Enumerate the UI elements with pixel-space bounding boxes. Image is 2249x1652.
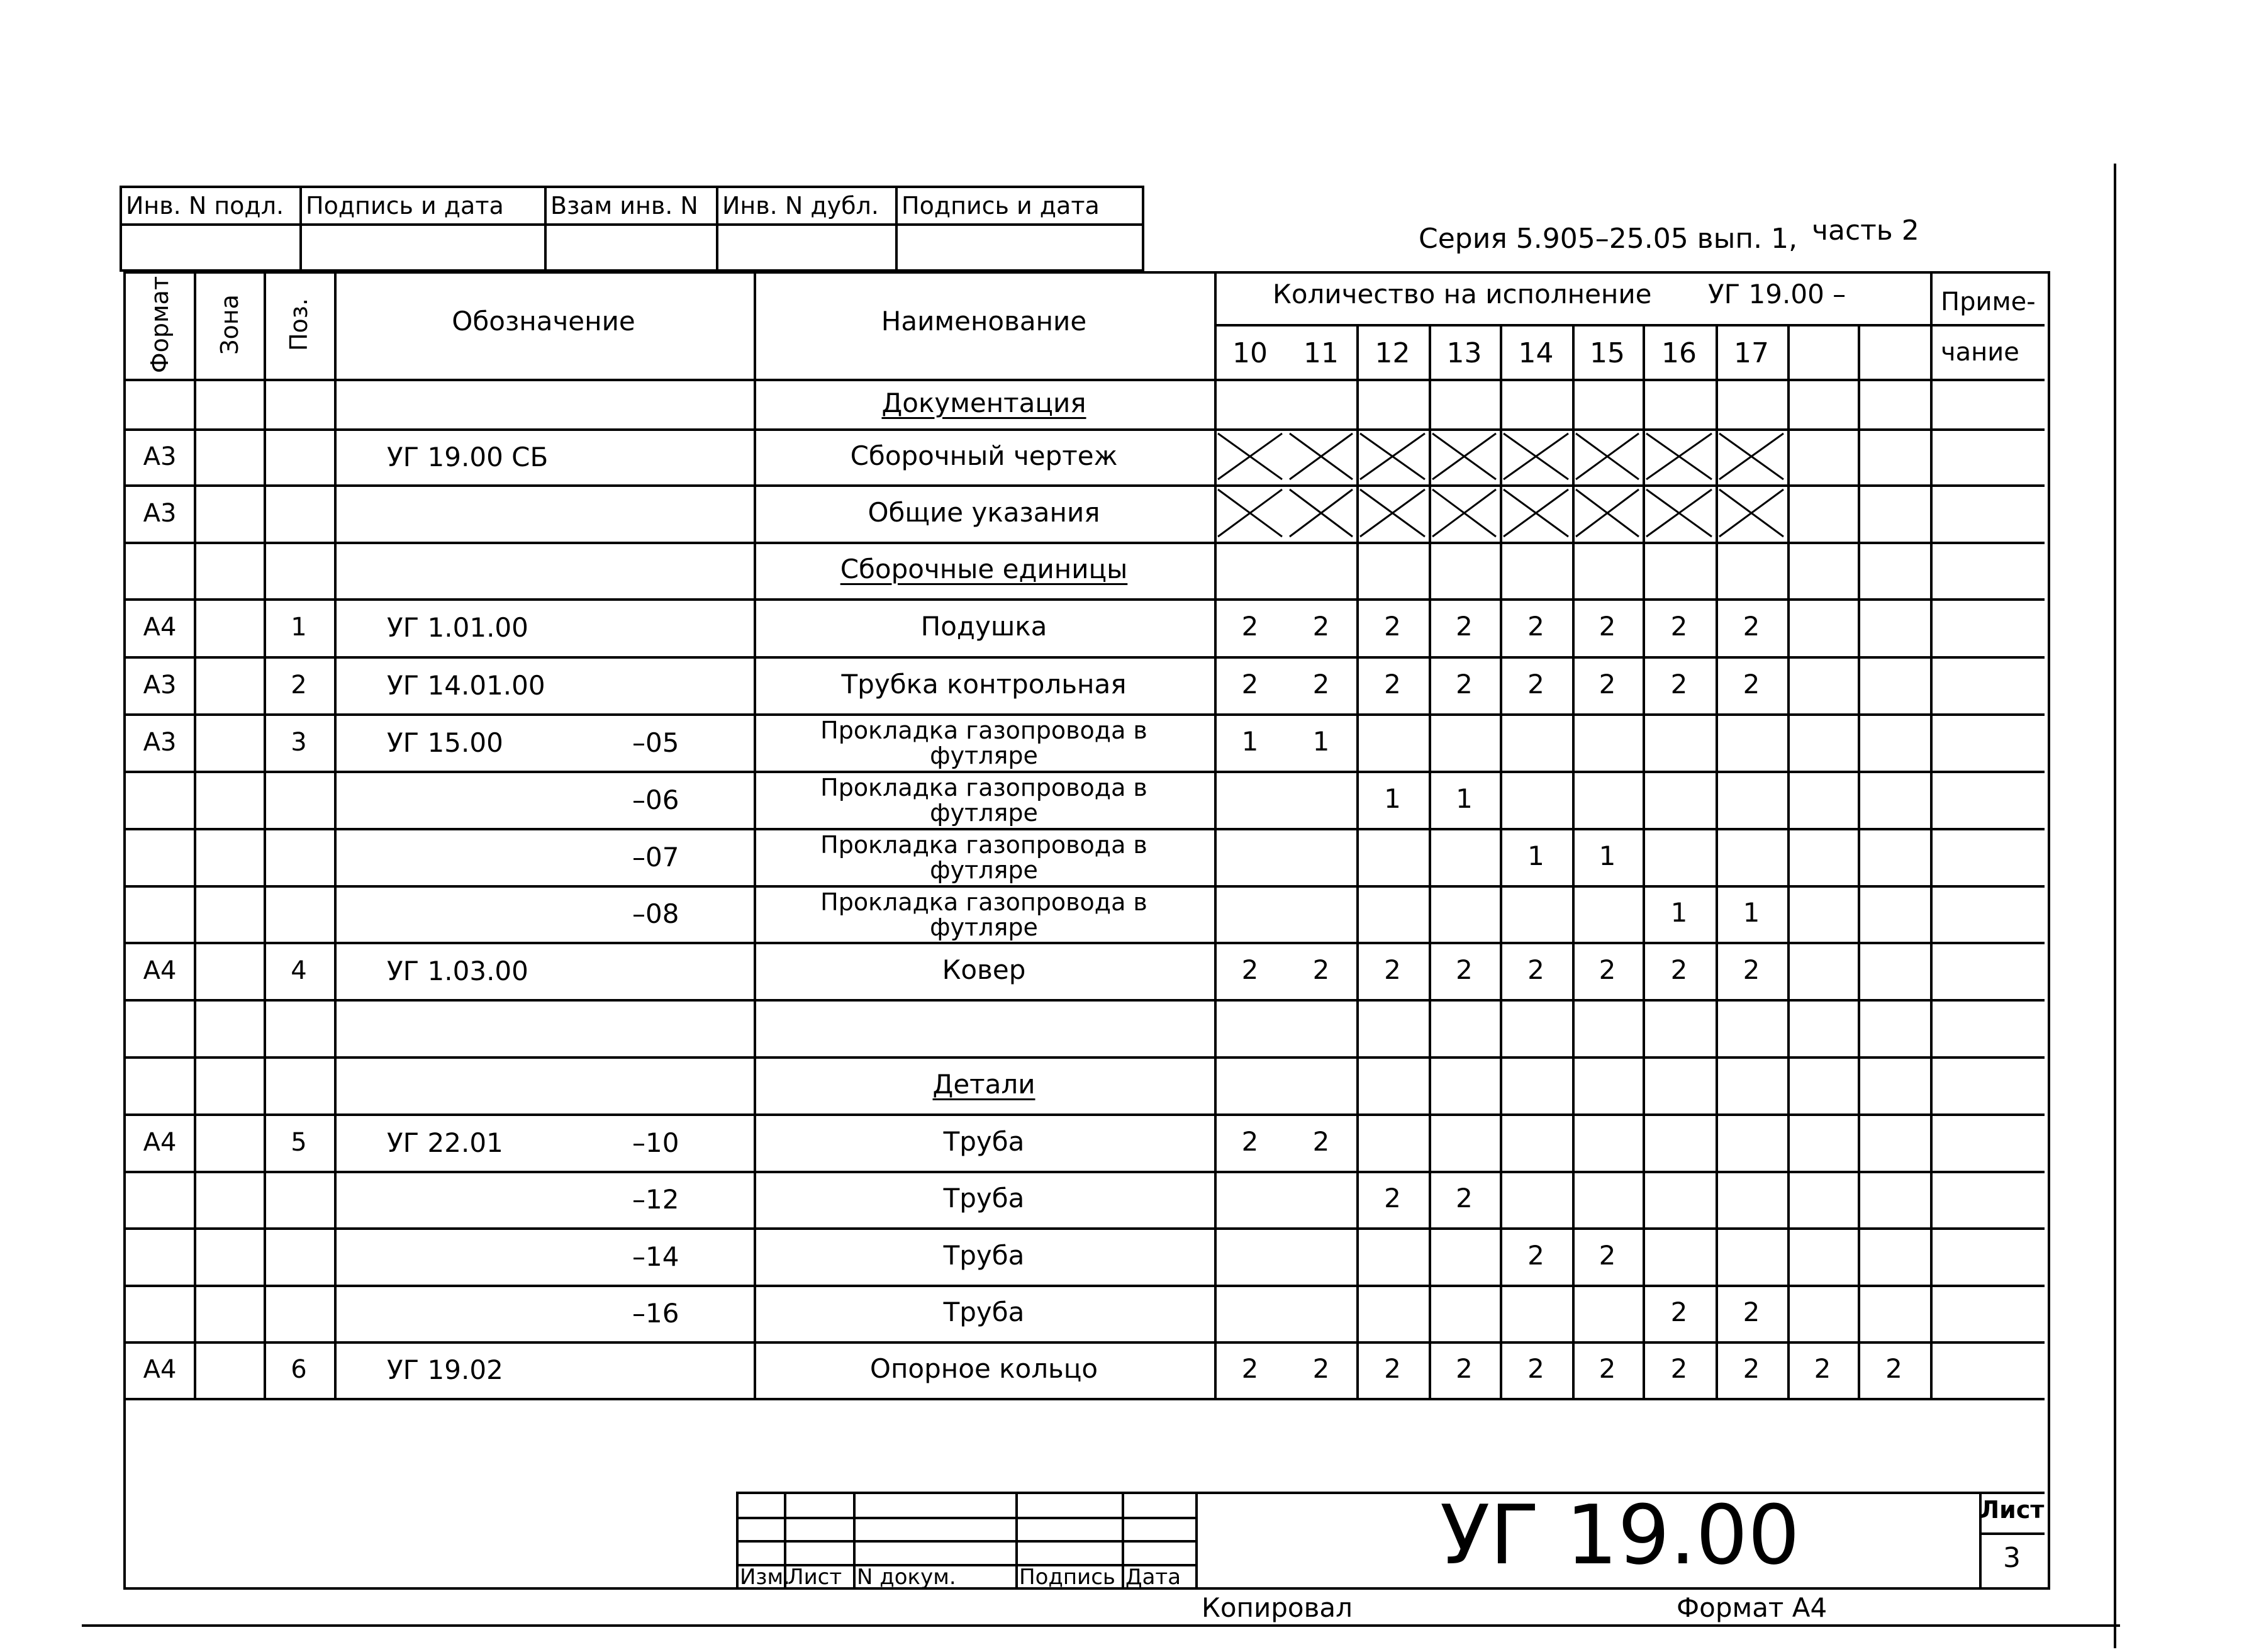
row-name: Сборочный чертеж [850,440,1118,471]
stamp-divider [120,223,1144,226]
quantity-value: 2 [1527,954,1544,985]
table-row-rule [126,1113,2045,1116]
quantity-value: 2 [1743,1353,1760,1384]
table-row-rule [126,1285,2045,1287]
quantity-value: 2 [1312,954,1330,985]
qty-column-number: 11 [1303,337,1339,369]
quantity-value: 2 [1456,1183,1473,1214]
note-header-divider [1930,324,2045,326]
stamp-divider [299,186,302,272]
row-format: А3 [143,442,177,471]
table-row-rule [126,885,2045,888]
title-block-rule [736,1517,1195,1519]
row-name: футляре [930,913,1038,941]
sheet-label: Лист [1979,1496,2045,1524]
table-column-rule [334,271,337,1398]
trim-line [82,1624,2120,1627]
stamp-header: Подпись и дата [901,192,1100,220]
quantity-value: 2 [1312,611,1330,642]
row-name: Трубка контрольная [841,668,1127,700]
quantity-value: 2 [1456,611,1473,642]
not-applicable-cross [1500,484,1572,542]
quantity-value: 2 [1312,668,1330,700]
qty-column-number: 12 [1375,337,1410,369]
row-variant: –16 [632,1298,679,1329]
trim-line [2114,164,2116,1648]
row-designation: УГ 19.02 [387,1354,503,1385]
column-header-format: Формат [146,276,174,374]
quantity-value: 1 [1456,783,1473,814]
title-block-rule [736,1540,1195,1543]
quantity-value: 1 [1312,725,1330,757]
quantity-value: 2 [1527,1239,1544,1271]
row-variant: –08 [632,898,679,929]
not-applicable-cross [1356,428,1429,484]
table-column-rule [194,271,196,1398]
row-position: 4 [291,956,307,985]
quantity-value: 2 [1312,1353,1330,1384]
quantity-value: 2 [1670,611,1688,642]
not-applicable-cross [1356,484,1429,542]
row-name: Труба [943,1239,1025,1271]
not-applicable-cross [1500,428,1572,484]
stamp-header: Инв. N дубл. [722,192,879,220]
quantity-value: 2 [1312,1125,1330,1157]
title-block-label: Подпись [1019,1565,1115,1590]
row-name: Прокладка газопровода в [820,774,1147,801]
row-variant: –07 [632,841,679,873]
table-row-rule [126,1056,2045,1059]
quantity-value: 2 [1456,1353,1473,1384]
row-format: А4 [143,1355,177,1384]
qty-column-number: 13 [1446,337,1482,369]
table-row-rule [126,656,2045,659]
quantity-value: 2 [1456,668,1473,700]
quantity-value: 2 [1743,1297,1760,1327]
quantity-value: 2 [1743,668,1760,700]
quantity-value: 2 [1241,954,1259,985]
qty-column-rule [1787,324,1790,1398]
table-row-rule [126,771,2045,773]
not-applicable-cross [1643,428,1716,484]
title-block-label: Дата [1125,1565,1181,1590]
column-header-zone: Зона [216,294,243,355]
row-variant: –05 [632,727,679,758]
header-bottom-rule [126,379,2045,381]
row-name: футляре [930,742,1038,769]
section-heading: Детали [932,1068,1035,1100]
quantity-value: 2 [1599,1239,1616,1271]
column-header-note: чание [1941,338,2019,367]
row-name: Прокладка газопровода в [820,717,1147,744]
row-position: 6 [291,1355,307,1384]
quantity-value: 1 [1527,840,1544,871]
quantity-value: 2 [1599,611,1616,642]
stamp-header: Взам инв. N [550,192,698,220]
stamp-divider [544,186,547,272]
table-row-rule [126,1227,2045,1230]
stamp-divider [716,186,718,272]
row-name: Подушка [920,611,1047,642]
row-position: 1 [291,613,307,642]
row-format: А3 [143,727,177,757]
quantity-value: 2 [1241,1353,1259,1384]
quantity-value: 1 [1241,725,1259,757]
table-column-rule [264,271,266,1398]
title-block-rule [736,1492,2045,1494]
document-code: УГ 19.00 [1440,1487,1800,1583]
column-header-designation: Обозначение [452,306,635,337]
title-block-label: N докум. [857,1565,956,1590]
quantity-value: 2 [1599,954,1616,985]
quantity-value: 2 [1670,954,1688,985]
stamp-header: Инв. N подл. [126,192,284,220]
quantity-value: 2 [1241,668,1259,700]
quantity-value: 2 [1456,954,1473,985]
qty-column-number: 14 [1518,337,1554,369]
column-header-name: Наименование [881,306,1087,337]
not-applicable-cross [1572,484,1643,542]
row-designation: УГ 14.01.00 [387,669,545,701]
title-block-rule [1979,1532,2045,1535]
not-applicable-cross [1214,428,1286,484]
stamp-header: Подпись и дата [306,192,504,220]
row-name: Труба [943,1183,1025,1214]
table-column-rule [1930,271,1933,1398]
quantity-value: 2 [1527,668,1544,700]
table-row-rule [126,713,2045,716]
table-row-rule [126,999,2045,1002]
title-block-rule [1195,1492,1198,1590]
row-designation: УГ 15.00 [387,727,503,758]
quantity-value: 2 [1384,668,1401,700]
row-designation: УГ 1.01.00 [387,612,528,643]
table-row-rule [126,1341,2045,1344]
table-row-rule [126,542,2045,544]
row-name: Опорное кольцо [869,1353,1098,1384]
row-variant: –14 [632,1241,679,1272]
row-name: Общие указания [868,496,1100,528]
quantity-value: 2 [1241,611,1259,642]
table-row-rule [126,942,2045,944]
column-header-quantity: Количество на исполнение [1273,279,1652,310]
row-position: 3 [291,727,307,757]
quantity-value: 2 [1241,1125,1259,1157]
not-applicable-cross [1429,484,1500,542]
section-heading: Документация [881,387,1086,418]
quantity-value: 2 [1670,1297,1688,1327]
section-heading: Сборочные единицы [840,554,1128,584]
not-applicable-cross [1643,484,1716,542]
quantity-value: 1 [1670,897,1688,928]
quantity-value: 2 [1670,1353,1688,1384]
not-applicable-cross [1716,484,1787,542]
row-designation: УГ 22.01 [387,1127,503,1158]
row-format: А4 [143,1127,177,1157]
row-variant: –12 [632,1184,679,1215]
qty-column-number: 17 [1734,337,1769,369]
row-position: 2 [291,670,307,700]
row-name: Ковер [942,954,1026,985]
row-name: Труба [943,1297,1025,1327]
quantity-value: 1 [1599,840,1616,871]
row-designation: УГ 1.03.00 [387,955,528,986]
quantity-value: 1 [1743,897,1760,928]
quantity-value: 2 [1599,1353,1616,1384]
row-variant: –06 [632,784,679,815]
table-row-rule [126,598,2045,601]
quantity-value: 2 [1885,1353,1902,1384]
table-row-rule [126,828,2045,830]
table-row-rule [126,1398,2045,1400]
qty-column-number: 15 [1590,337,1625,369]
qty-column-number: 10 [1232,337,1268,369]
qty-column-rule [1858,324,1860,1398]
not-applicable-cross [1214,484,1286,542]
not-applicable-cross [1286,428,1356,484]
title-block-label: Изм. [740,1565,790,1590]
stamp-divider [895,186,898,272]
row-format: А3 [143,498,177,528]
quantity-value: 1 [1384,783,1401,814]
quantity-value: 2 [1743,954,1760,985]
qty-column-number: 16 [1661,337,1697,369]
sheet-format-label: Формат А4 [1677,1592,1828,1623]
title-block-label: Лист [788,1565,842,1590]
copied-by-label: Копировал [1202,1592,1353,1623]
row-variant: –10 [632,1127,679,1158]
row-format: А4 [143,613,177,642]
row-name: Прокладка газопровода в [820,888,1147,916]
quantity-value: 2 [1384,1183,1401,1214]
quantity-value: 2 [1384,611,1401,642]
column-header-note: Приме- [1941,287,2036,316]
row-format: А4 [143,956,177,985]
row-name: футляре [930,799,1038,827]
quantity-value: 2 [1670,668,1688,700]
row-name: Прокладка газопровода в [820,831,1147,859]
quantity-value: 2 [1384,954,1401,985]
quantity-value: 2 [1527,611,1544,642]
not-applicable-cross [1716,428,1787,484]
not-applicable-cross [1429,428,1500,484]
quantity-value: 2 [1599,668,1616,700]
quantity-value: 2 [1384,1353,1401,1384]
series-label: Серия 5.905–25.05 вып. 1, [1419,223,1798,255]
quantity-value: 2 [1743,611,1760,642]
sheet-number: 3 [2003,1542,2021,1574]
row-format: А3 [143,670,177,700]
quantity-value: 2 [1527,1353,1544,1384]
row-position: 5 [291,1127,307,1157]
row-name: футляре [930,856,1038,884]
not-applicable-cross [1572,428,1643,484]
row-name: Труба [943,1125,1025,1157]
table-row-rule [126,1171,2045,1173]
quantity-value: 2 [1814,1353,1831,1384]
column-header-pos: Поз. [285,298,313,352]
row-designation: УГ 19.00 СБ [387,441,549,472]
part-label: часть 2 [1812,215,1919,247]
table-column-rule [754,271,756,1398]
column-header-qty-code: УГ 19.00 – [1708,279,1846,310]
not-applicable-cross [1286,484,1356,542]
